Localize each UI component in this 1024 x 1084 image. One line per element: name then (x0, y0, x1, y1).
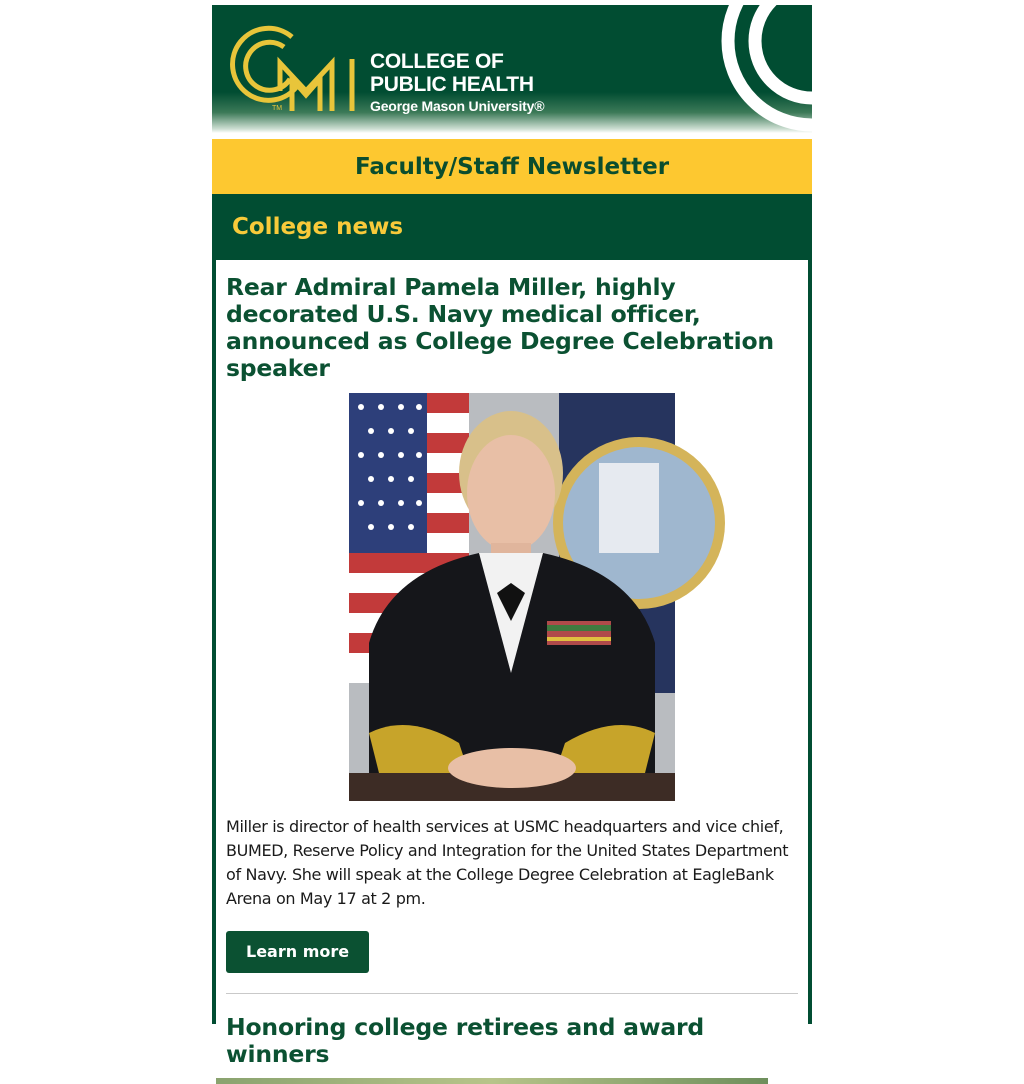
learn-more-button[interactable]: Learn more (226, 931, 369, 973)
next-article-image[interactable] (216, 1078, 768, 1084)
article-title[interactable]: Rear Admiral Pamela Miller, highly decorated U.S. Navy medical officer, announced as College Degree Celebration speaker (226, 273, 774, 382)
gmu-logo-icon (240, 23, 360, 118)
article-title-2[interactable]: Honoring college retirees and award winners (226, 1013, 705, 1068)
portrait-photo[interactable] (349, 393, 675, 801)
logo-line-1: COLLEGE OF (370, 50, 504, 73)
trademark-mark: TM (272, 105, 283, 112)
section-heading: College news (232, 214, 404, 240)
article-body: Miller is director of health services at USMC headquarters and vice chief, BUMED, Reserve Policy and Integration for the United States Department of Navy. She will speak at the College Degree Celebration at EagleBank Arena on May 17 at 2 pm. (226, 817, 789, 908)
section-frame (212, 194, 812, 1068)
logo-line-3: George Mason University® (370, 98, 545, 114)
logo-line-2: PUBLIC HEALTH (370, 73, 534, 96)
decorative-rings-icon (682, 5, 812, 133)
section-content (216, 260, 808, 1068)
article-image-wrapper (226, 393, 798, 801)
newsletter-email (212, 5, 812, 1068)
header-banner (212, 5, 812, 133)
newsletter-title: Faculty/Staff Newsletter (212, 139, 812, 194)
college-logo-text (370, 51, 544, 113)
article-divider (226, 993, 798, 994)
